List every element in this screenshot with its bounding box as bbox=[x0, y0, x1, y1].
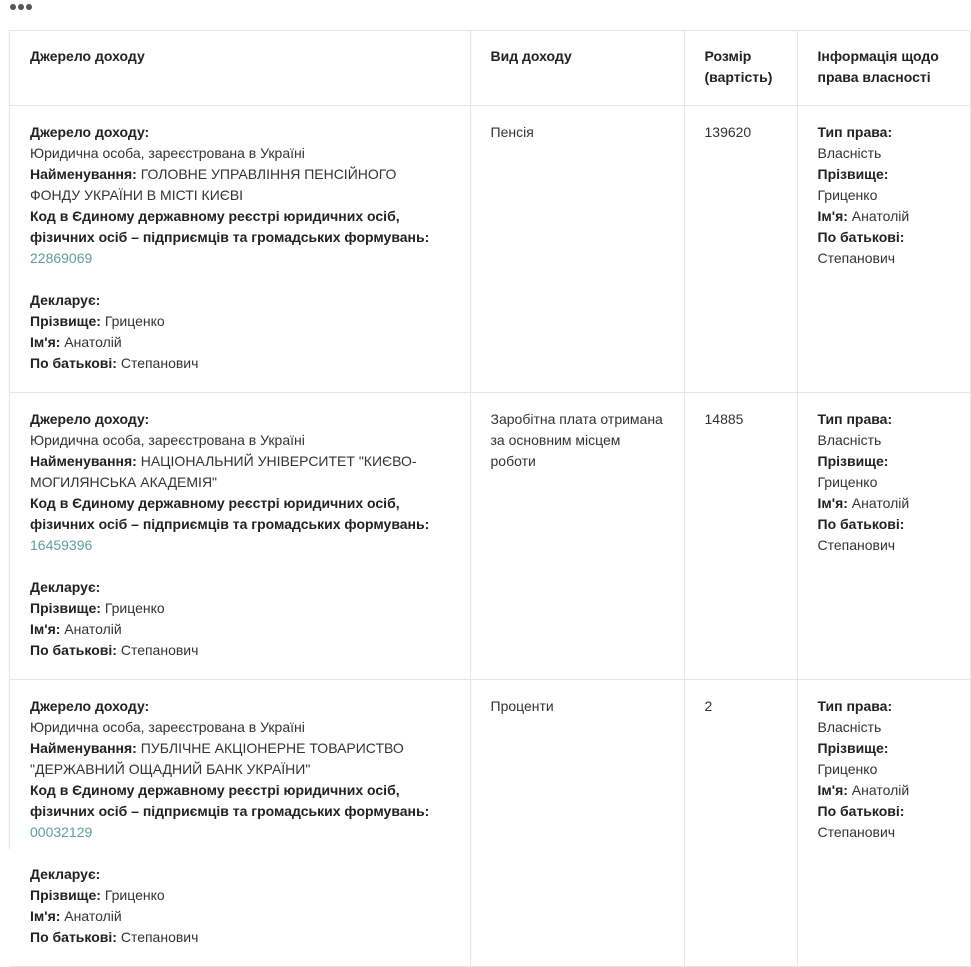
org-name-line bbox=[30, 451, 450, 493]
header-ownership: Інформація щодо права власності bbox=[797, 31, 970, 105]
registry-code-link[interactable]: 16459396 bbox=[30, 536, 93, 553]
income-type-cell bbox=[470, 105, 684, 392]
org-name-line bbox=[30, 738, 450, 780]
header-amount: Розмір (вартість) bbox=[684, 31, 797, 105]
patronymic-label: По батькові: bbox=[30, 354, 117, 371]
declarant-patronymic: Степанович bbox=[120, 928, 199, 945]
patronymic-label: По батькові: bbox=[30, 641, 117, 658]
right-type: Власність bbox=[817, 718, 882, 735]
right-type-label: Тип права: bbox=[817, 697, 893, 714]
declarant-label: Декларує: bbox=[30, 865, 101, 882]
first-name-label: Ім'я: bbox=[30, 907, 61, 924]
owner-patronymic: Степанович bbox=[817, 536, 896, 553]
first-name-label: Ім'я: bbox=[30, 620, 61, 637]
owner-first-name: Анатолій bbox=[851, 494, 910, 511]
owner-surname: Гриценко bbox=[817, 186, 878, 203]
owner-patronymic-label: По батькові: bbox=[817, 515, 905, 532]
header-income-type: Вид доходу bbox=[470, 31, 684, 105]
income-amount: 139620 bbox=[704, 123, 752, 140]
org-name: ПУБЛІЧНЕ АКЦІОНЕРНЕ ТОВАРИСТВО "ДЕРЖАВНИЙ ОЩАДНИЙ БАНК УКРАЇНИ" bbox=[30, 739, 404, 777]
owner-patronymic: Степанович bbox=[817, 249, 896, 266]
declarant-first-name: Анатолій bbox=[64, 907, 122, 924]
code-label: Код в Єдиному державному реєстрі юридичних осіб, фізичних осіб – підприємців та громадських формувань: bbox=[30, 494, 430, 532]
first-name-label: Ім'я: bbox=[30, 333, 61, 350]
ownership-cell bbox=[797, 392, 970, 679]
surname-label: Прізвище: bbox=[30, 599, 101, 616]
income-type-cell bbox=[470, 679, 684, 966]
declarant-first-name: Анатолій bbox=[64, 333, 122, 350]
owner-patronymic-label: По батькові: bbox=[817, 802, 905, 819]
more-dot bbox=[18, 4, 24, 10]
owner-surname-label: Прізвище: bbox=[817, 739, 889, 756]
table-row bbox=[10, 679, 970, 966]
more-dot bbox=[26, 4, 32, 10]
source-label: Джерело доходу: bbox=[30, 410, 150, 427]
owner-first-name: Анатолій bbox=[851, 781, 910, 798]
declarant-surname: Гриценко bbox=[104, 599, 165, 616]
registry-code-link[interactable]: 22869069 bbox=[30, 249, 93, 266]
name-label: Найменування: bbox=[30, 165, 137, 182]
name-label: Найменування: bbox=[30, 739, 137, 756]
surname-label: Прізвище: bbox=[30, 312, 101, 329]
source-type: Юридична особа, зареєстрована в Україні bbox=[30, 431, 305, 448]
registry-code-link[interactable]: 00032129 bbox=[30, 823, 93, 840]
right-type: Власність bbox=[817, 431, 882, 448]
header-source: Джерело доходу bbox=[10, 31, 470, 105]
owner-surname: Гриценко bbox=[817, 760, 878, 777]
surname-label: Прізвище: bbox=[30, 886, 101, 903]
income-table-container bbox=[9, 30, 970, 945]
source-label: Джерело доходу: bbox=[30, 697, 150, 714]
table-header-row bbox=[10, 31, 970, 105]
ownership-cell bbox=[797, 679, 970, 966]
right-type: Власність bbox=[817, 144, 882, 161]
owner-first-name: Анатолій bbox=[851, 207, 910, 224]
owner-patronymic: Степанович bbox=[817, 823, 896, 840]
ownership-cell bbox=[797, 105, 970, 392]
owner-surname-label: Прізвище: bbox=[817, 452, 889, 469]
org-name-line bbox=[30, 164, 450, 206]
income-type: Заробітна плата отримана за основним місцем роботи bbox=[490, 410, 663, 469]
table-row bbox=[10, 105, 970, 392]
declarant-surname: Гриценко bbox=[104, 312, 165, 329]
declarant-surname: Гриценко bbox=[104, 886, 165, 903]
declarant-label: Декларує: bbox=[30, 291, 101, 308]
owner-surname: Гриценко bbox=[817, 473, 878, 490]
income-table bbox=[10, 31, 971, 967]
org-name: НАЦІОНАЛЬНИЙ УНІВЕРСИТЕТ "КИЄВО-МОГИЛЯНСЬКА АКАДЕМІЯ" bbox=[30, 452, 417, 490]
name-label: Найменування: bbox=[30, 452, 137, 469]
source-cell bbox=[10, 679, 470, 966]
owner-first-name-label: Ім'я: bbox=[817, 494, 848, 511]
more-dot bbox=[10, 4, 16, 10]
source-type: Юридична особа, зареєстрована в Україні bbox=[30, 718, 305, 735]
source-label: Джерело доходу: bbox=[30, 123, 150, 140]
code-label: Код в Єдиному державному реєстрі юридичних осіб, фізичних осіб – підприємців та громадських формувань: bbox=[30, 207, 430, 245]
more-options-icon[interactable] bbox=[10, 0, 32, 14]
amount-cell bbox=[684, 679, 797, 966]
income-amount: 14885 bbox=[704, 410, 744, 427]
income-amount: 2 bbox=[704, 697, 713, 714]
owner-surname-label: Прізвище: bbox=[817, 165, 889, 182]
amount-cell bbox=[684, 105, 797, 392]
table-row bbox=[10, 392, 970, 679]
owner-first-name-label: Ім'я: bbox=[817, 207, 848, 224]
code-label: Код в Єдиному державному реєстрі юридичних осіб, фізичних осіб – підприємців та громадських формувань: bbox=[30, 781, 430, 819]
income-type: Пенсія bbox=[490, 123, 534, 140]
declarant-label: Декларує: bbox=[30, 578, 101, 595]
right-type-label: Тип права: bbox=[817, 123, 893, 140]
owner-patronymic-label: По батькові: bbox=[817, 228, 905, 245]
patronymic-label: По батькові: bbox=[30, 928, 117, 945]
income-type-cell bbox=[470, 392, 684, 679]
declarant-patronymic: Степанович bbox=[120, 354, 199, 371]
declarant-patronymic: Степанович bbox=[120, 641, 199, 658]
org-name: ГОЛОВНЕ УПРАВЛІННЯ ПЕНСІЙНОГО ФОНДУ УКРАЇНИ В МІСТІ КИЄВІ bbox=[30, 165, 397, 203]
declarant-first-name: Анатолій bbox=[64, 620, 122, 637]
source-type: Юридична особа, зареєстрована в Україні bbox=[30, 144, 305, 161]
right-type-label: Тип права: bbox=[817, 410, 893, 427]
amount-cell bbox=[684, 392, 797, 679]
source-cell bbox=[10, 392, 470, 679]
owner-first-name-label: Ім'я: bbox=[817, 781, 848, 798]
source-cell bbox=[10, 105, 470, 392]
income-type: Проценти bbox=[490, 697, 554, 714]
